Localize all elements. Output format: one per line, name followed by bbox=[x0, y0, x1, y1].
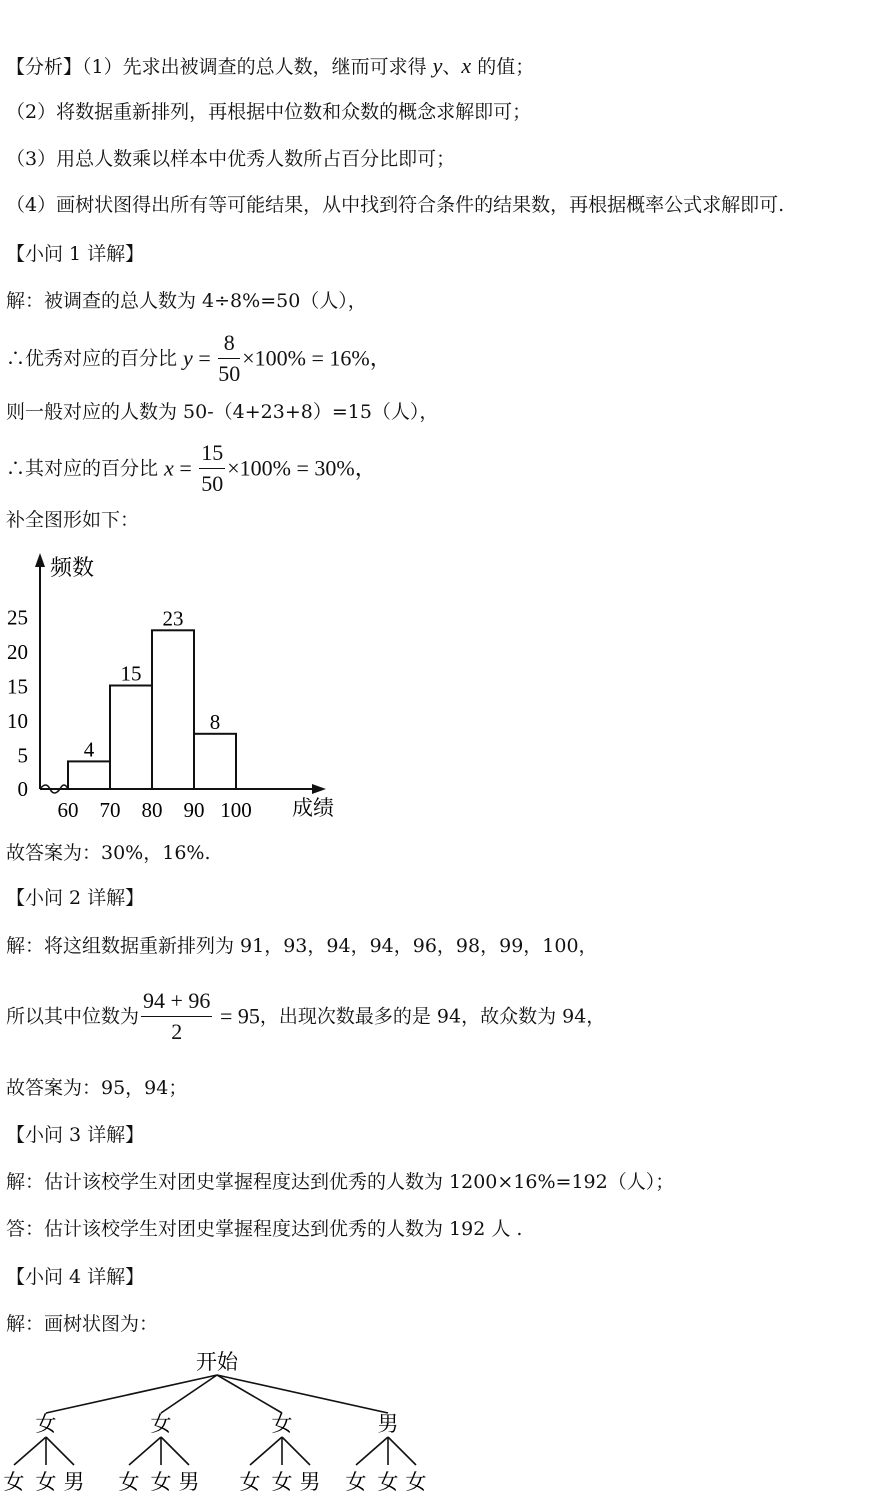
q1-step-2 bbox=[6, 328, 392, 389]
q1-answer: 故答案为：30%，16%. bbox=[6, 842, 211, 864]
histogram-bar bbox=[152, 630, 194, 789]
fraction bbox=[218, 328, 240, 389]
tree-branch bbox=[217, 1375, 388, 1413]
tree-level2-label: 女 bbox=[35, 1470, 57, 1494]
fraction-denominator: 50 bbox=[218, 361, 241, 386]
fraction-denominator: 2 bbox=[171, 1019, 183, 1044]
q2-step-2-text: 所以其中位数为 bbox=[6, 1005, 140, 1028]
x-tick-label: 80 bbox=[141, 798, 163, 822]
q1-step-1: 解：被调查的总人数为 4÷8%=50（人）， bbox=[6, 290, 367, 312]
var-x: x bbox=[461, 53, 472, 78]
tree-level2-label: 女 bbox=[405, 1470, 427, 1494]
x-tick-label: 60 bbox=[57, 798, 79, 822]
bar-data-label: 4 bbox=[83, 737, 95, 762]
fraction-numerator: 8 bbox=[218, 328, 240, 359]
fraction bbox=[141, 986, 212, 1047]
tree-level2-label: 女 bbox=[239, 1470, 261, 1494]
tree-level2-label: 男 bbox=[299, 1470, 321, 1494]
separator: 、 bbox=[442, 56, 462, 78]
tree-branch bbox=[129, 1437, 161, 1465]
bar-data-label: 8 bbox=[209, 709, 221, 734]
q2-heading: 【小问 2 详解】 bbox=[6, 887, 145, 909]
tree-branch bbox=[46, 1375, 217, 1413]
tree-branch bbox=[356, 1437, 388, 1465]
y-tick-label: 20 bbox=[7, 640, 28, 664]
median-result: = 95 bbox=[214, 1003, 260, 1029]
q1-step-5: 补全图形如下： bbox=[6, 509, 140, 531]
analysis-line-2: （2）将数据重新排列，再根据中位数和众数的概念求解即可； bbox=[6, 101, 532, 123]
q2-answer: 故答案为：95，94； bbox=[6, 1077, 188, 1099]
tree-level2-label: 女 bbox=[3, 1470, 25, 1494]
tree-level2-label: 男 bbox=[63, 1470, 85, 1494]
y-tick-label: 10 bbox=[7, 709, 28, 733]
tree-branch bbox=[161, 1437, 189, 1465]
tree-root-label: 开始 bbox=[196, 1350, 238, 1374]
x-axis-arrow bbox=[312, 784, 326, 794]
analysis-line-3: （3）用总人数乘以样本中优秀人数所占百分比即可； bbox=[6, 148, 456, 170]
tree-level2-label: 女 bbox=[118, 1470, 140, 1494]
x-axis-label: 成绩 bbox=[292, 796, 334, 820]
var-x: x bbox=[164, 455, 174, 481]
analysis-text: 【分析】（1）先求出被调查的总人数，继而可求得 bbox=[6, 56, 433, 78]
analysis-text: 的值； bbox=[471, 56, 535, 78]
q2-step-2 bbox=[6, 986, 605, 1047]
tree-level1-label: 女 bbox=[150, 1412, 172, 1436]
q2-step-2-text: ，出现次数最多的是 94，故众数为 94， bbox=[259, 1005, 606, 1028]
tree-branch bbox=[388, 1437, 416, 1465]
frequency-histogram bbox=[0, 545, 360, 830]
fraction-numerator: 15 bbox=[199, 438, 225, 469]
histogram-bar bbox=[110, 686, 152, 790]
q1-step-2-result: ×100% = 16%， bbox=[242, 345, 392, 371]
q1-step-2-text: ∴优秀对应的百分比 bbox=[6, 347, 184, 370]
tree-level1-label: 女 bbox=[35, 1412, 57, 1436]
tree-branch bbox=[282, 1437, 310, 1465]
tree-level1-label: 女 bbox=[271, 1412, 293, 1436]
var-y: y bbox=[183, 345, 193, 371]
equals-sign: = bbox=[173, 455, 198, 481]
probability-tree-diagram bbox=[0, 1345, 460, 1500]
q1-step-4-result: ×100% = 30%， bbox=[227, 455, 377, 481]
histogram-bar bbox=[68, 761, 110, 789]
var-y: y bbox=[432, 53, 443, 78]
tree-level2-label: 女 bbox=[150, 1470, 172, 1494]
bar-data-label: 23 bbox=[162, 606, 184, 631]
q3-answer: 答：估计该校学生对团史掌握程度达到优秀的人数为 192 人 . bbox=[6, 1218, 523, 1240]
q4-step-1: 解：画树状图为： bbox=[6, 1313, 159, 1335]
analysis-line-4: （4）画树状图得出所有等可能结果，从中找到符合条件的结果数，再根据概率公式求解即可. bbox=[6, 194, 785, 216]
y-tick-label: 0 bbox=[17, 777, 28, 801]
q1-heading: 【小问 1 详解】 bbox=[6, 243, 145, 265]
x-tick-label: 90 bbox=[183, 798, 205, 822]
bar-data-label: 15 bbox=[120, 661, 142, 686]
histogram-bar bbox=[194, 734, 236, 789]
q3-heading: 【小问 3 详解】 bbox=[6, 1124, 145, 1146]
x-tick-label: 70 bbox=[99, 798, 121, 822]
x-tick-label: 100 bbox=[220, 798, 252, 822]
tree-branch bbox=[14, 1437, 46, 1465]
q3-step-1: 解：估计该校学生对团史掌握程度达到优秀的人数为 1200×16%=192（人）； bbox=[6, 1171, 675, 1193]
tree-level2-label: 女 bbox=[345, 1470, 367, 1494]
q2-step-1: 解：将这组数据重新排列为 91，93，94，94，96，98，99，100， bbox=[6, 935, 598, 957]
tree-branch bbox=[46, 1437, 74, 1465]
fraction-numerator: 94 + 96 bbox=[141, 986, 212, 1017]
tree-level2-label: 女 bbox=[377, 1470, 399, 1494]
fraction bbox=[199, 438, 225, 499]
q1-step-3: 则一般对应的人数为 50-（4+23+8）=15（人）， bbox=[6, 401, 439, 423]
tree-branch bbox=[250, 1437, 282, 1465]
fraction-denominator: 50 bbox=[201, 471, 224, 496]
y-axis-arrow bbox=[35, 553, 45, 567]
tree-level2-label: 男 bbox=[178, 1470, 200, 1494]
equals-sign: = bbox=[192, 345, 217, 371]
q1-step-4 bbox=[6, 438, 377, 499]
y-tick-label: 5 bbox=[17, 743, 28, 768]
q1-step-4-text: ∴其对应的百分比 bbox=[6, 457, 165, 480]
y-tick-label: 15 bbox=[7, 674, 28, 699]
y-axis-label: 频数 bbox=[50, 556, 95, 581]
q4-heading: 【小问 4 详解】 bbox=[6, 1266, 145, 1288]
analysis-line-1 bbox=[6, 54, 534, 79]
tree-level2-label: 女 bbox=[271, 1470, 293, 1494]
tree-branch bbox=[217, 1375, 282, 1413]
y-tick-label: 25 bbox=[7, 605, 28, 630]
tree-level1-label: 男 bbox=[377, 1412, 399, 1436]
